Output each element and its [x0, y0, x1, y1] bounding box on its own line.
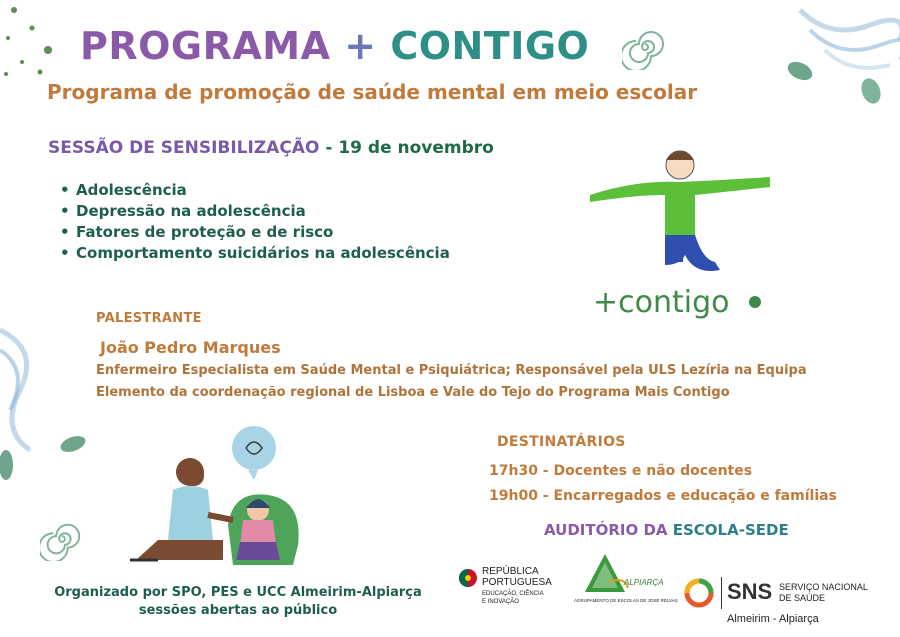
speaker-name: João Pedro Marques [100, 338, 281, 357]
audience-heading: DESTINATÁRIOS [497, 434, 626, 450]
session-label: SESSÃO DE SENSIBILIZAÇÃO [48, 138, 320, 158]
organizer-line1: Organizado por SPO, PES e UCC Almeirim-Alpiarça [54, 585, 422, 600]
sns-ring-icon [683, 577, 715, 609]
republica-line2: PORTUGUESA [482, 577, 552, 588]
venue-part1: AUDITÓRIO DA [544, 521, 668, 539]
spiral-icon [40, 517, 84, 561]
list-item: • Depressão na adolescência [60, 201, 450, 222]
sns-location: Almeirim - Alpiarça [727, 613, 819, 625]
leaf-icon [0, 448, 16, 482]
session-date: - 19 de novembro [325, 138, 494, 158]
list-item: • Fatores de proteção e de risco [60, 222, 450, 243]
agrupamento-logo [570, 552, 678, 616]
agrupamento-name: ALPIARÇA [624, 578, 664, 587]
venue-heading [544, 521, 789, 539]
organizer-block [38, 584, 438, 620]
sns-logo [683, 575, 873, 625]
portugal-flag-icon [458, 568, 478, 588]
page-subtitle: Programa de promoção de saúde mental em meio escolar [47, 80, 698, 104]
list-item: • Comportamento suicidários na adolescência [60, 243, 450, 264]
topics-list [60, 180, 450, 264]
leaf-icon [58, 432, 88, 456]
tree-icon [580, 552, 630, 596]
sns-abbr: SNS [727, 579, 773, 604]
organizer-line2: sessões abertas ao público [138, 603, 338, 618]
mascot-illustration [585, 140, 775, 330]
agrupamento-sub: AGRUPAMENTO DE ESCOLAS DE JOSÉ RELVAS [574, 598, 678, 603]
schedule-item: 19h00 - Encarregados e educação e famílias [489, 488, 837, 504]
sns-line1: SERVIÇO NACIONAL [779, 582, 868, 592]
list-item: • Adolescência [60, 180, 450, 201]
republica-logo [458, 562, 558, 612]
schedule-item: 17h30 - Docentes e não docentes [489, 463, 753, 479]
decor-dots-top-left [0, 0, 70, 90]
republica-sub2: E INOVAÇÃO [482, 599, 519, 605]
counseling-illustration [128, 420, 328, 570]
leaf-icon [785, 58, 815, 84]
republica-sub1: EDUCAÇÃO, CIÊNCIA [482, 591, 544, 597]
page-title [80, 24, 589, 68]
republica-line1: REPÚBLICA [482, 566, 539, 577]
title-part2: CONTIGO [390, 24, 590, 68]
leaf-icon [858, 76, 884, 106]
title-part1: PROGRAMA [80, 24, 331, 68]
mascot-text: +contigo [593, 285, 730, 320]
speaker-role-line1: Enfermeiro Especialista em Saúde Mental e Psiquiátrica; Responsável pela ULS Lezíria na Equipa [96, 363, 807, 378]
title-plus: + [344, 24, 377, 68]
speaker-role-line2: Elemento da coordenação regional de Lisboa e Vale do Tejo do Programa Mais Contigo [96, 385, 730, 400]
venue-part2: ESCOLA-SEDE [672, 521, 789, 539]
spiral-icon [622, 24, 668, 70]
speaker-heading: PALESTRANTE [96, 311, 202, 326]
sns-line2: DE SAÚDE [779, 593, 826, 603]
session-heading [48, 138, 494, 158]
